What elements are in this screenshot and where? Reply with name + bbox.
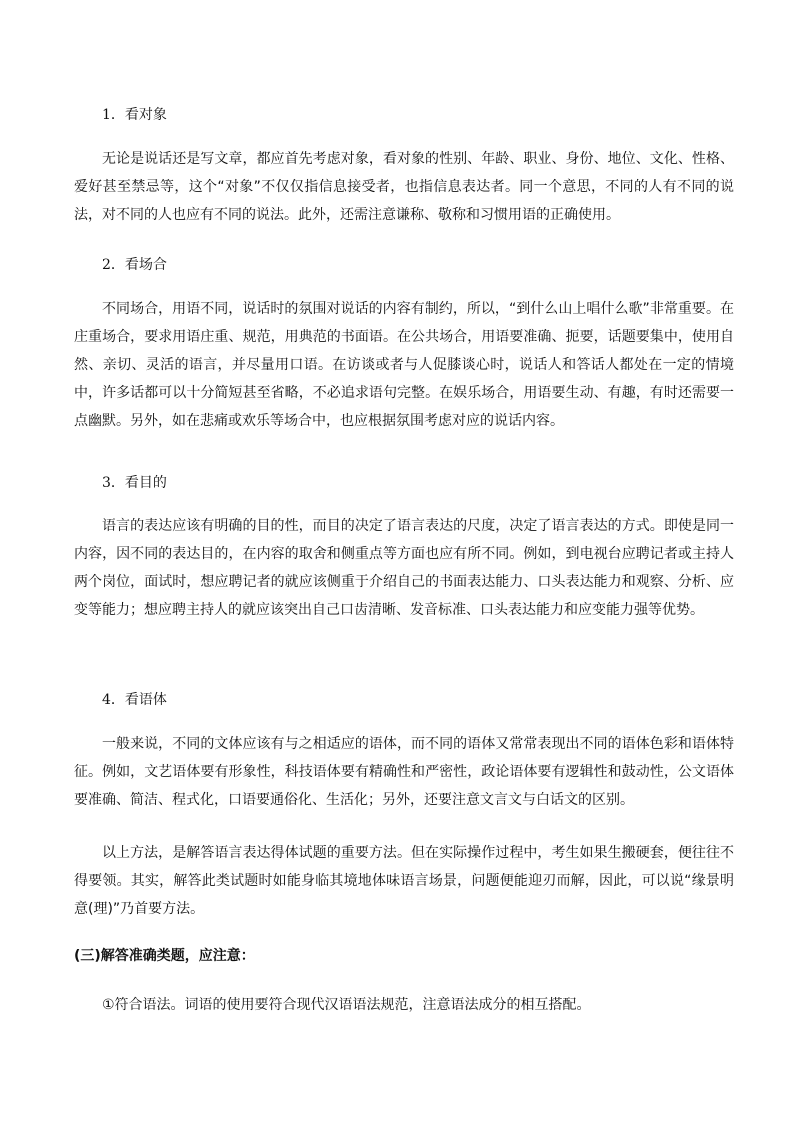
section-body-2: 不同场合，用语不同，说话时的氛围对说话的内容有制约，所以，“到什么山上唱什么歌”非常重要。在庄重场合，要求用语庄重、规范，用典范的书面语。在公共场合，用语要准确、扼要，话题要集中，使用自然、亲切、灵活的语言，并尽量用口语。在访谈或者与人促膝谈心时，说话人和答话人都处在一定的情境中，许多话都可以十分简短甚至省略，不必追求语句完整。在娱乐场合，用语要生动、有趣，有时还需要一点幽默。另外，如在悲痛或欢乐等场合中，也应根据氛围考虑对应的说话内容。 bbox=[74, 301, 734, 429]
section-heading-1: 1．看对象 bbox=[102, 107, 167, 123]
section-body-4: 一般来说，不同的文体应该有与之相适应的语体，而不同的语体又常常表现出不同的语体色彩和语体特征。例如，文艺语体要有形象性，科技语体要有精确性和严密性，政论语体要有逻辑性和鼓动性，公文语体要准确、简洁、程式化，口语要通俗化、生活化；另外，还要注意文言文与白话文的区别。 bbox=[74, 736, 734, 808]
list-item-grammar: ①符合语法。词语的使用要符合现代汉语语法规范，注意语法成分的相互搭配。 bbox=[102, 997, 591, 1013]
section-heading-3: 3．看目的 bbox=[102, 475, 167, 491]
section-body-3: 语言的表达应该有明确的目的性，而目的决定了语言表达的尺度，决定了语言表达的方式。即使是同一内容，因不同的表达目的，在内容的取舍和侧重点等方面也应有所不同。例如，到电视台应聘记者或主持人两个岗位，面试时，想应聘记者的就应该侧重于介绍自己的书面表达能力、口头表达能力和观察、分析、应变等能力；想应聘主持人的就应该突出自己口齿清晰、发音标准、口头表达能力和应变能力强等优势。 bbox=[74, 518, 734, 618]
section-heading-2: 2．看场合 bbox=[102, 257, 167, 273]
section-body-1: 无论是说话还是写文章，都应首先考虑对象，看对象的性别、年龄、职业、身份、地位、文化、性格、爱好甚至禁忌等，这个“对象”不仅仅指信息接受者，也指信息表达者。同一个意思，不同的人有不同的说法，对不同的人也应有不同的说法。此外，还需注意谦称、敬称和习惯用语的正确使用。 bbox=[74, 151, 734, 223]
section-heading-4: 4．看语体 bbox=[102, 692, 167, 708]
summary-paragraph: 以上方法，是解答语言表达得体试题的重要方法。但在实际操作过程中，考生如果生搬硬套，便往往不得要领。其实，解答此类试题时如能身临其境地体味语言场景，问题便能迎刃而解，因此，可以说“缘景明意(理)”乃首要方法。 bbox=[74, 845, 734, 917]
subsection-heading: (三)解答准确类题，应注意： bbox=[74, 948, 255, 964]
